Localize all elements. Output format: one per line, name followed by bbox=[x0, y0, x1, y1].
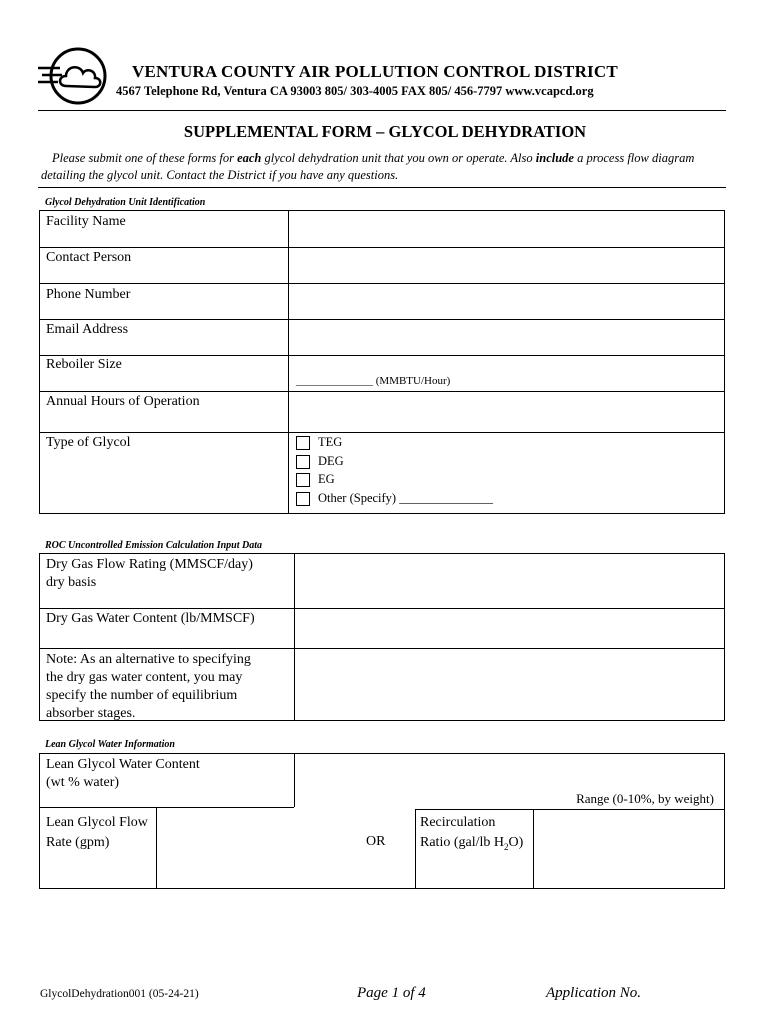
dry-gas-flow-basis-label: dry basis bbox=[46, 575, 97, 590]
note-line-3: specify the number of equilibrium bbox=[46, 688, 238, 703]
eg-label: EG bbox=[318, 472, 335, 486]
flow-rate-label: Lean Glycol Flow bbox=[46, 815, 148, 830]
glycol-option-other[interactable] bbox=[296, 491, 493, 506]
phone-number-label: Phone Number bbox=[46, 287, 131, 302]
water-content-label: Lean Glycol Water Content bbox=[46, 757, 200, 772]
lean-glycol-table bbox=[39, 753, 725, 889]
type-of-glycol-label: Type of Glycol bbox=[46, 435, 131, 450]
water-content-unit-label: (wt % water) bbox=[46, 775, 120, 790]
note-line-1: Note: As an alternative to specifying bbox=[46, 652, 251, 667]
facility-name-label: Facility Name bbox=[46, 214, 126, 229]
deg-checkbox[interactable] bbox=[296, 455, 310, 469]
reboiler-size-field[interactable]: ______________ (MMBTU/Hour) bbox=[296, 375, 451, 387]
recirculation-ratio-label: Ratio (gal/lb $H_2O$) bbox=[420, 835, 524, 852]
glycol-option-teg[interactable] bbox=[296, 435, 342, 450]
instructions-divider bbox=[38, 187, 726, 188]
agency-name: VENTURA COUNTY AIR POLLUTION CONTROL DISTRICT bbox=[132, 62, 618, 81]
header-divider bbox=[38, 110, 726, 111]
application-number-label: Application No. bbox=[546, 985, 641, 1001]
note-line-4: absorber stages. bbox=[46, 706, 136, 721]
deg-label: DEG bbox=[318, 454, 344, 468]
agency-address: 4567 Telephone Rd, Ventura CA 93003 805/ 303-4005 FAX 805/ 456-7797 www.vcapcd.org bbox=[116, 84, 594, 98]
form-code: GlycolDehydration001 (05-24-21) bbox=[40, 988, 199, 1000]
other-checkbox[interactable] bbox=[296, 492, 310, 506]
recirculation-label: Recirculation bbox=[420, 815, 496, 830]
dry-gas-water-label: Dry Gas Water Content (lb/MMSCF) bbox=[46, 611, 255, 626]
teg-label: TEG bbox=[318, 435, 343, 449]
form-instructions: Please submit one of these forms for each glycol dehydration unit that you own or operate. Also include a process flow diagram detailing the glycol unit. Contact the District if you have any questions. bbox=[41, 151, 695, 182]
section-heading-unit-identification: Glycol Dehydration Unit Identification bbox=[45, 197, 206, 208]
form-title: SUPPLEMENTAL FORM – GLYCOL DEHYDRATION bbox=[183, 122, 587, 141]
contact-person-label: Contact Person bbox=[46, 250, 132, 265]
flow-rate-unit-label: Rate (gpm) bbox=[46, 835, 110, 850]
section-heading-roc-input: ROC Uncontrolled Emission Calculation Input Data bbox=[45, 540, 262, 551]
note-line-2: the dry gas water content, you may bbox=[46, 670, 243, 685]
range-note: Range (0-10%, by weight) bbox=[576, 791, 714, 806]
glycol-option-deg[interactable] bbox=[296, 454, 344, 469]
eg-checkbox[interactable] bbox=[296, 473, 310, 487]
glycol-option-eg[interactable] bbox=[296, 472, 335, 487]
dry-gas-flow-label: Dry Gas Flow Rating (MMSCF/day) bbox=[46, 557, 253, 572]
section-heading-lean-glycol: Lean Glycol Water Information bbox=[45, 739, 175, 750]
page-number: Page 1 of 4 bbox=[357, 985, 426, 1001]
other-label: Other (Specify) _______________ bbox=[318, 491, 493, 505]
roc-input-table bbox=[39, 553, 725, 721]
email-address-label: Email Address bbox=[46, 322, 129, 337]
reboiler-size-label: Reboiler Size bbox=[46, 357, 122, 372]
unit-identification-table bbox=[39, 210, 725, 514]
teg-checkbox[interactable] bbox=[296, 436, 310, 450]
cloud-wind-logo-icon bbox=[36, 46, 108, 106]
annual-hours-label: Annual Hours of Operation bbox=[46, 394, 200, 409]
or-label: OR bbox=[366, 834, 386, 849]
